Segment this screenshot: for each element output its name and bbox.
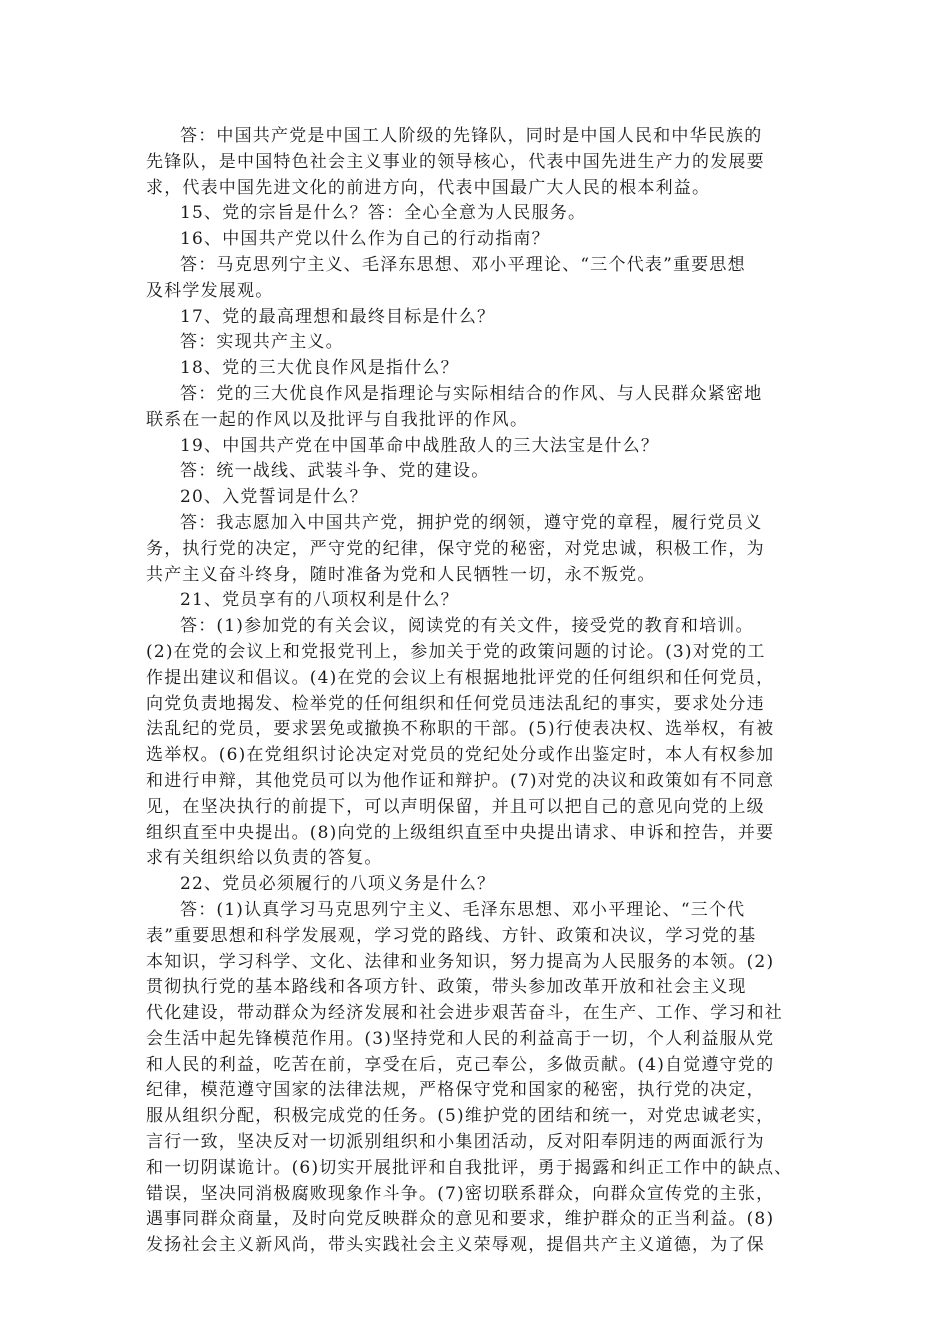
text-line: 求，代表中国先进文化的前进方向，代表中国最广大人民的根本利益。 [146, 177, 711, 198]
text-line: 联系在一起的作风以及批评与自我批评的作风。 [146, 409, 529, 430]
text-line: 17、党的最高理想和最终目标是什么？ [180, 306, 496, 327]
text-line: 答：马克思列宁主义、毛泽东思想、邓小平理论、“三个代表”重要思想 [180, 254, 746, 275]
text-line: 和人民的利益，吃苦在前，享受在后，克己奉公，多做贡献。(4)自觉遵守党的 [146, 1054, 775, 1075]
text-line: 答：中国共产党是中国工人阶级的先锋队，同时是中国人民和中华民族的 [180, 126, 763, 146]
text-line: 法乱纪的党员，要求罢免或撤换不称职的干部。(5)行使表决权、选举权，有被 [146, 719, 775, 740]
text-line: 16、中国共产党以什么作为自己的行动指南？ [180, 229, 550, 250]
text-line: 及科学发展观。 [146, 280, 274, 301]
text-line: 答：(1)认真学习马克思列宁主义、毛泽东思想、邓小平理论、“三个代 [180, 899, 746, 920]
text-line: 遇事同群众商量，及时向党反映群众的意见和要求，维护群众的正当利益。(8) [146, 1209, 775, 1230]
text-line: 共产主义奋斗终身，随时准备为党和人民牺牲一切，永不叛党。 [146, 564, 656, 585]
text-line: 选举权。(6)在党组织讨论决定对党员的党纪处分或作出鉴定时，本人有权参加 [146, 745, 775, 766]
text-line: 先锋队，是中国特色社会主义事业的领导核心，代表中国先进生产力的发展要 [146, 151, 765, 172]
text-line: 务，执行党的决定，严守党的纪律，保守党的秘密，对党忠诚，积极工作，为 [146, 538, 765, 559]
text-line: 言行一致，坚决反对一切派别组织和小集团活动，反对阳奉阴违的两面派行为 [146, 1132, 765, 1153]
text-line: 表”重要思想和科学发展观，学习党的路线、方针、政策和决议，学习党的基 [146, 925, 757, 946]
text-line: 贯彻执行党的基本路线和各项方针、政策，带头参加改革开放和社会主义现 [146, 977, 747, 998]
text-line: 向党负责地揭发、检举党的任何组织和任何党员违法乱纪的事实，要求处分违 [146, 693, 765, 714]
text-line: 答：统一战线、武装斗争、党的建设。 [180, 461, 490, 482]
text-line: (2)在党的会议上和党报党刊上，参加关于党的政策问题的讨论。(3)对党的工 [146, 641, 766, 662]
text-line: 和进行申辩，其他党员可以为他作证和辩护。(7)对党的决议和政策如有不同意 [146, 770, 775, 791]
text-line: 作提出建议和倡议。(4)在党的会议上有根据地批评党的任何组织和任何党员， [146, 667, 775, 688]
text-line: 答：党的三大优良作风是指理论与实际相结合的作风、与人民群众紧密地 [180, 383, 763, 404]
text-line: 22、党员必须履行的八项义务是什么？ [180, 874, 496, 895]
text-line: 15、党的宗旨是什么？答：全心全意为人民服务。 [180, 203, 587, 224]
text-line: 21、党员享有的八项权利是什么？ [180, 590, 459, 611]
text-line: 20、入党誓词是什么？ [180, 487, 368, 508]
text-line: 19、中国共产党在中国革命中战胜敌人的三大法宝是什么？ [180, 435, 660, 456]
text-line: 求有关组织给以负责的答复。 [146, 848, 383, 869]
text-line: 和一切阴谋诡计。(6)切实开展批评和自我批评，勇于揭露和纠正工作中的缺点、 [146, 1157, 793, 1178]
text-line: 本知识，学习科学、文化、法律和业务知识，努力提高为人民服务的本领。(2) [146, 951, 775, 972]
text-line: 答：(1)参加党的有关会议，阅读党的有关文件，接受党的教育和培训。 [180, 616, 754, 637]
document-body [146, 124, 806, 1259]
text-line: 服从组织分配，积极完成党的任务。(5)维护党的团结和统一，对党忠诚老实， [146, 1106, 775, 1127]
text-line: 18、党的三大优良作风是指什么？ [180, 358, 459, 379]
text-line: 会生活中起先锋模范作用。(3)坚持党和人民的利益高于一切，个人利益服从党 [146, 1028, 775, 1049]
text-line: 答：实现共产主义。 [180, 332, 344, 353]
text-line: 错误，坚决同消极腐败现象作斗争。(7)密切联系群众，向群众宣传党的主张， [146, 1183, 775, 1204]
text-line: 答：我志愿加入中国共产党，拥护党的纲领，遵守党的章程，履行党员义 [180, 512, 763, 533]
text-line: 见，在坚决执行的前提下，可以声明保留，并且可以把自己的意见向党的上级 [146, 796, 765, 817]
text-line: 代化建设，带动群众为经济发展和社会进步艰苦奋斗，在生产、工作、学习和社 [146, 1003, 783, 1024]
text-line: 发扬社会主义新风尚，带头实践社会主义荣辱观，提倡共产主义道德，为了保 [146, 1235, 765, 1256]
text-line: 纪律，模范遵守国家的法律法规，严格保守党和国家的秘密，执行党的决定， [146, 1080, 765, 1101]
text-line: 组织直至中央提出。(8)向党的上级组织直至中央提出请求、申诉和控告，并要 [146, 822, 775, 843]
